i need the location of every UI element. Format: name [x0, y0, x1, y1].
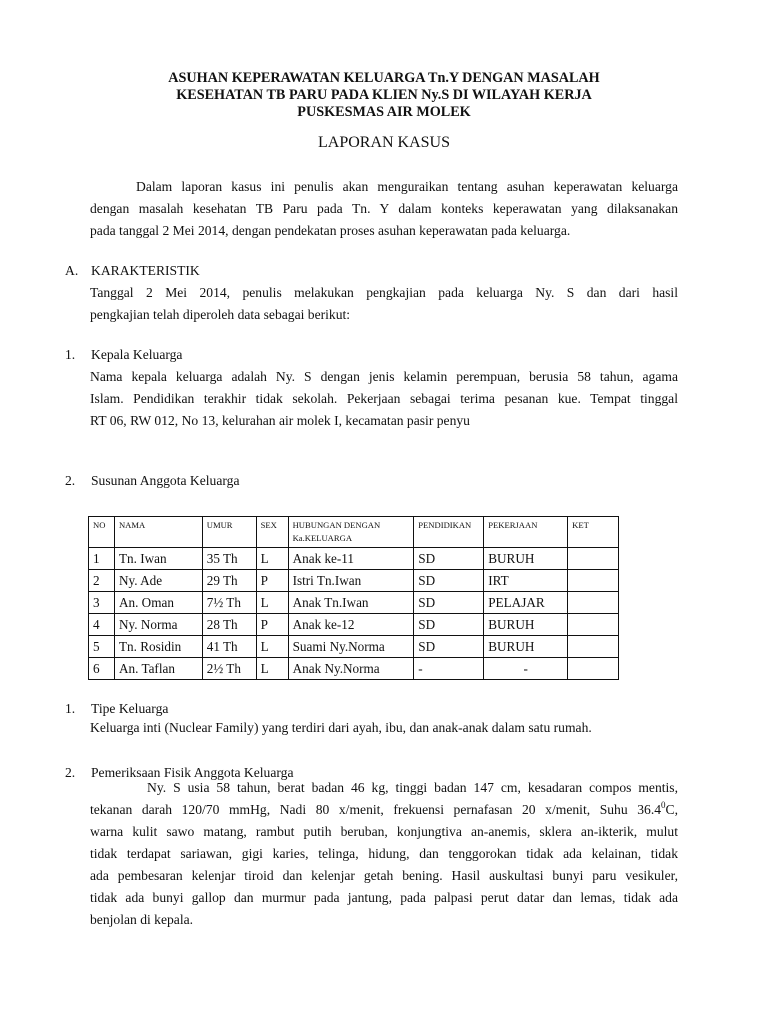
cell-ket — [568, 592, 619, 614]
cell-umur: 29 Th — [202, 570, 256, 592]
pemeriksaan-line-4: tidak terdapat sariawan, gigi karies, telinga, hidung, dan tenggorokan tidak ada kelainan, tidak — [90, 846, 678, 861]
cell-ket — [568, 548, 619, 570]
cell-sex: L — [256, 592, 288, 614]
cell-ket — [568, 570, 619, 592]
kepala-line-2: Islam. Pendidikan terakhir tidak sekolah. Pekerjaan sebagai terima pesanan kue. Tempat tinggal — [90, 391, 678, 406]
section-a-heading — [65, 262, 200, 280]
table-row — [89, 658, 619, 680]
table-row — [89, 592, 619, 614]
cell-nama: Tn. Rosidin — [114, 636, 202, 658]
document-subtitle: LAPORAN KASUS — [317, 134, 451, 151]
cell-no: 5 — [89, 636, 115, 658]
cell-hubungan: Anak ke-12 — [288, 614, 414, 636]
kepala-keluarga-paragraph — [90, 366, 678, 432]
header-umur: UMUR — [202, 517, 256, 548]
pemeriksaan-num: 2. — [65, 765, 76, 780]
susunan-heading — [65, 472, 240, 490]
cell-pendidikan: SD — [414, 570, 484, 592]
cell-nama: Tn. Iwan — [114, 548, 202, 570]
cell-nama: An. Taflan — [114, 658, 202, 680]
cell-pekerjaan: BURUH — [484, 548, 568, 570]
cell-pendidikan: SD — [414, 592, 484, 614]
kepala-keluarga-heading — [65, 346, 182, 364]
header-pekerjaan: PEKERJAAN — [484, 517, 568, 548]
tipe-text: Keluarga inti (Nuclear Family) yang terdiri dari ayah, ibu, dan anak-anak dalam satu rumah. — [90, 720, 592, 735]
kepala-line-3: RT 06, RW 012, No 13, kelurahan air molek I, kecamatan pasir penyu — [90, 413, 470, 428]
cell-hubungan: Anak Tn.Iwan — [288, 592, 414, 614]
pemeriksaan-line-1: Ny. S usia 58 tahun, berat badan 46 kg, tinggi badan 147 cm, kesadaran compos mentis, — [147, 780, 678, 795]
cell-no: 3 — [89, 592, 115, 614]
pemeriksaan-paragraph — [90, 777, 678, 931]
degree-superscript: 0 — [661, 800, 666, 810]
pemeriksaan-title: Pemeriksaan Fisik Anggota Keluarga — [91, 765, 294, 780]
section-a-num: A. — [65, 263, 79, 278]
section-a-paragraph — [90, 282, 678, 326]
table-header-row — [89, 517, 619, 548]
tipe-num: 1. — [65, 701, 76, 716]
cell-ket — [568, 636, 619, 658]
table-row — [89, 570, 619, 592]
header-sex: SEX — [256, 517, 288, 548]
header-hubungan: HUBUNGAN DENGAN Ka.KELUARGA — [288, 517, 414, 548]
cell-pekerjaan: BURUH — [484, 614, 568, 636]
table-row — [89, 636, 619, 658]
cell-hubungan: Istri Tn.Iwan — [288, 570, 414, 592]
pemeriksaan-line-2 — [90, 799, 678, 821]
cell-pekerjaan: IRT — [484, 570, 568, 592]
header-no: NO — [89, 517, 115, 548]
cell-hubungan: Suami Ny.Norma — [288, 636, 414, 658]
title-line-1: ASUHAN KEPERAWATAN KELUARGA Tn.Y DENGAN MASALAH — [168, 70, 600, 86]
cell-umur: 35 Th — [202, 548, 256, 570]
document-title — [90, 70, 678, 121]
cell-ket — [568, 614, 619, 636]
pemeriksaan-line-3: warna kulit sawo matang, rambut putih beruban, konjungtiva an-anemis, sklera an-ikterik, mulut — [90, 824, 678, 839]
intro-line-3: pada tanggal 2 Mei 2014, dengan pendekatan proses asuhan keperawatan pada keluarga. — [90, 223, 571, 238]
cell-umur: 7½ Th — [202, 592, 256, 614]
cell-hubungan: Anak ke-11 — [288, 548, 414, 570]
title-line-3: PUSKESMAS AIR MOLEK — [297, 104, 471, 120]
section-a-line-1: Tanggal 2 Mei 2014, penulis melakukan pengkajian pada keluarga Ny. S dan dari hasil — [90, 285, 678, 300]
cell-no: 2 — [89, 570, 115, 592]
tipe-title: Tipe Keluarga — [91, 701, 169, 716]
family-members-table — [88, 516, 619, 680]
susunan-num: 2. — [65, 473, 76, 488]
intro-line-2: dengan masalah kesehatan TB Paru pada Tn. Y dalam konteks keperawatan yang dilaksanakan — [90, 201, 678, 216]
cell-pendidikan: - — [414, 658, 484, 680]
pemeriksaan-line-5: ada pembesaran kelenjar tiroid dan kelenjar getah bening. Hasil auskultasi bunyi paru vesikuler, — [90, 868, 678, 883]
cell-umur: 41 Th — [202, 636, 256, 658]
cell-sex: L — [256, 548, 288, 570]
intro-paragraph — [90, 176, 678, 242]
tipe-keluarga-paragraph — [90, 717, 678, 739]
cell-no: 4 — [89, 614, 115, 636]
cell-hubungan: Anak Ny.Norma — [288, 658, 414, 680]
cell-nama: Ny. Ade — [114, 570, 202, 592]
cell-nama: An. Oman — [114, 592, 202, 614]
header-pendidikan: PENDIDIKAN — [414, 517, 484, 548]
susunan-title: Susunan Anggota Keluarga — [91, 473, 240, 488]
cell-pekerjaan: - — [484, 658, 568, 680]
header-nama: NAMA — [114, 517, 202, 548]
kepala-title: Kepala Keluarga — [91, 347, 183, 362]
cell-umur: 28 Th — [202, 614, 256, 636]
cell-pekerjaan: BURUH — [484, 636, 568, 658]
cell-ket — [568, 658, 619, 680]
cell-umur: 2½ Th — [202, 658, 256, 680]
header-ket: KET — [568, 517, 619, 548]
cell-nama: Ny. Norma — [114, 614, 202, 636]
table-row — [89, 614, 619, 636]
pemeriksaan-line-2-unit: C, — [665, 802, 678, 817]
tipe-keluarga-heading — [65, 700, 168, 718]
cell-no: 6 — [89, 658, 115, 680]
table-row — [89, 548, 619, 570]
intro-line-1: Dalam laporan kasus ini penulis akan menguraikan tentang asuhan keperawatan keluarga — [136, 179, 678, 194]
kepala-num: 1. — [65, 347, 76, 362]
cell-sex: L — [256, 658, 288, 680]
section-a-line-2: pengkajian telah diperoleh data sebagai berikut: — [90, 307, 351, 322]
pemeriksaan-line-7: benjolan di kepala. — [90, 912, 194, 927]
cell-pendidikan: SD — [414, 636, 484, 658]
cell-sex: L — [256, 636, 288, 658]
cell-pekerjaan: PELAJAR — [484, 592, 568, 614]
pemeriksaan-line-2-main: tekanan darah 120/70 mmHg, Nadi 80 x/menit, frekuensi pernafasan 20 x/menit, Suhu 36.4 — [90, 802, 662, 817]
title-line-2: KESEHATAN TB PARU PADA KLIEN Ny.S DI WILAYAH KERJA — [176, 87, 592, 103]
cell-sex: P — [256, 570, 288, 592]
section-a-title: KARAKTERISTIK — [91, 263, 200, 278]
cell-pendidikan: SD — [414, 614, 484, 636]
cell-sex: P — [256, 614, 288, 636]
kepala-line-1: Nama kepala keluarga adalah Ny. S dengan jenis kelamin perempuan, berusia 58 tahun, agama — [90, 369, 678, 384]
pemeriksaan-line-6: tidak ada bunyi gallop dan murmur pada jantung, pada palpasi perut datar dan lemas, tidak ada — [90, 890, 678, 905]
cell-pendidikan: SD — [414, 548, 484, 570]
cell-no: 1 — [89, 548, 115, 570]
